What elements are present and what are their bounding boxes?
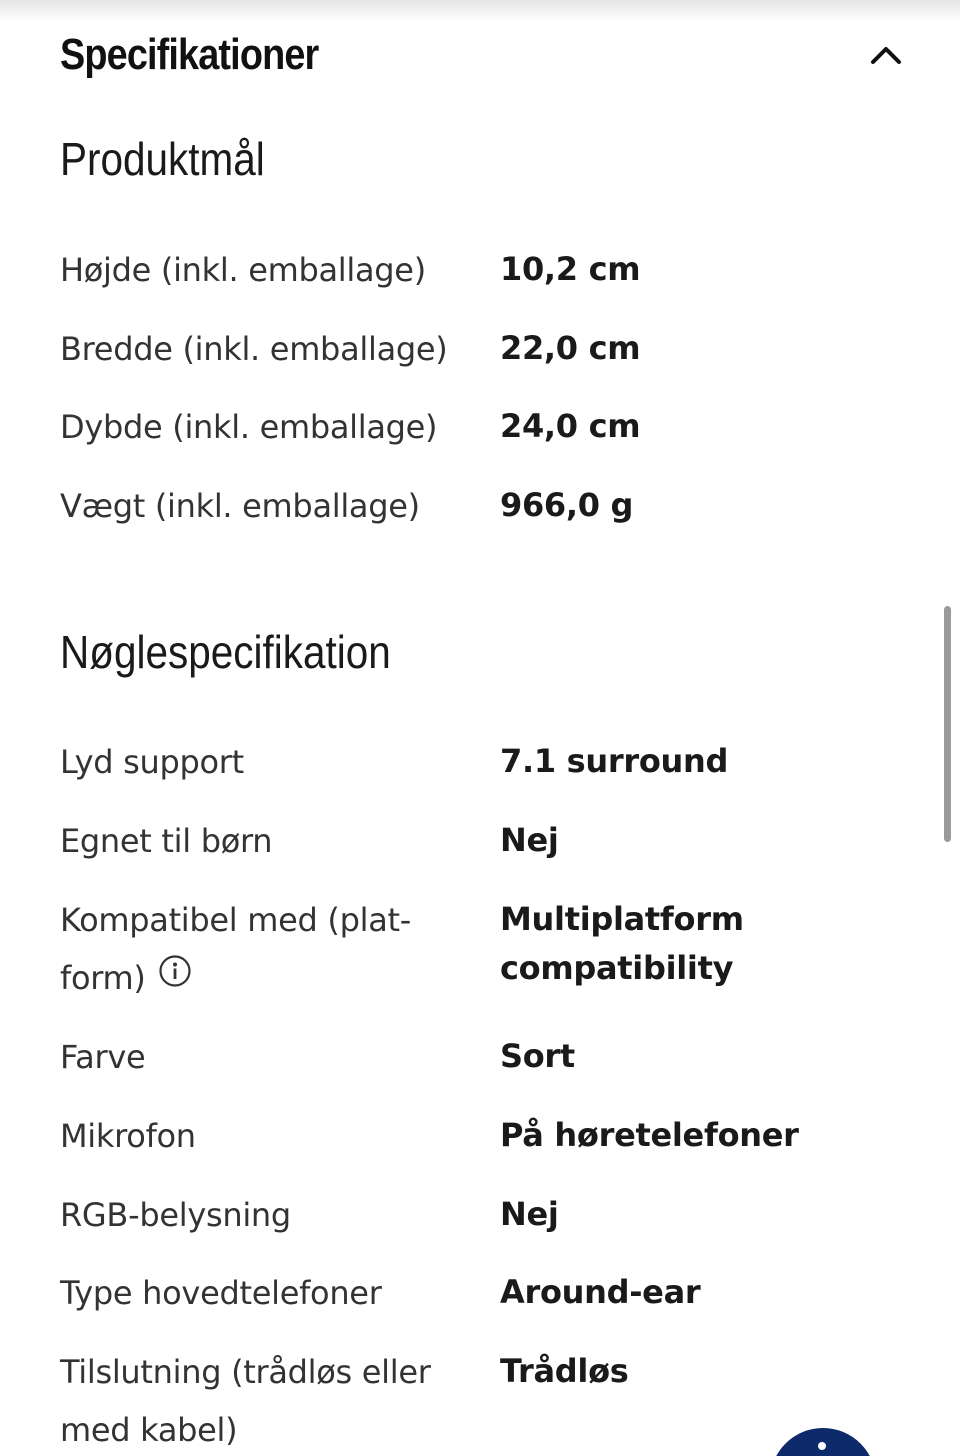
spec-label: Mikrofon [60,1117,196,1155]
spec-value: Nej [500,1195,559,1233]
spec-label: RGB-belysning [60,1196,291,1234]
spec-row [60,1343,910,1456]
spec-row [60,812,910,870]
section-title: Specifikationer [60,30,319,79]
scrollbar[interactable] [944,606,951,842]
group-title-noeglespecifikation: Nøglespecifikation [60,626,391,678]
spec-value [500,891,744,1007]
spec-value: 966,0 g [500,486,634,524]
spec-label-line [60,949,500,1007]
spec-row [60,1186,910,1244]
spec-value: 10,2 cm [500,250,641,288]
spec-row [60,241,910,299]
spec-label: Bredde (inkl. emballage) [60,330,448,368]
spec-label: Lyd support [60,743,244,781]
spec-value: Trådløs [500,1352,629,1390]
spec-value: På høretelefoner [500,1116,799,1154]
info-dot-icon [818,1442,826,1450]
spec-label [60,1343,500,1456]
chevron-up-icon[interactable] [862,31,910,79]
spec-label: Type hovedtelefoner [60,1274,382,1312]
specifications-header[interactable] [60,20,910,90]
spec-row [60,891,910,1007]
spec-row [60,477,910,535]
spec-row [60,1028,910,1086]
spec-label: Farve [60,1038,146,1076]
spec-label: Højde (inkl. emballage) [60,251,426,289]
spec-row [60,398,910,456]
spec-row [60,1107,910,1165]
spec-value: 22,0 cm [500,329,641,367]
spec-value: Sort [500,1037,575,1075]
spec-value-line: compatibility [500,949,734,987]
spec-label: Dybde (inkl. emballage) [60,408,438,446]
spec-label-text: form) [60,959,146,997]
spec-value: Around-ear [500,1273,701,1311]
spec-row [60,733,910,791]
group-title-produktmaal: Produktmål [60,133,265,185]
spec-label: Egnet til børn [60,822,273,860]
spec-label: Vægt (inkl. emballage) [60,487,420,525]
spec-value: Nej [500,821,559,859]
spec-label-line: med kabel) [60,1411,238,1449]
spec-row [60,1264,910,1322]
spec-label [60,891,500,1007]
info-circle-icon[interactable] [158,948,192,1006]
spec-value: 24,0 cm [500,407,641,445]
spec-value: 7.1 surround [500,742,729,780]
spec-row [60,320,910,378]
spec-label-line: Kompatibel med (plat- [60,901,411,939]
spec-label-line: Tilslutning (trådløs eller [60,1353,431,1391]
top-shadow [0,0,960,22]
spec-value-line: Multiplatform [500,900,744,938]
